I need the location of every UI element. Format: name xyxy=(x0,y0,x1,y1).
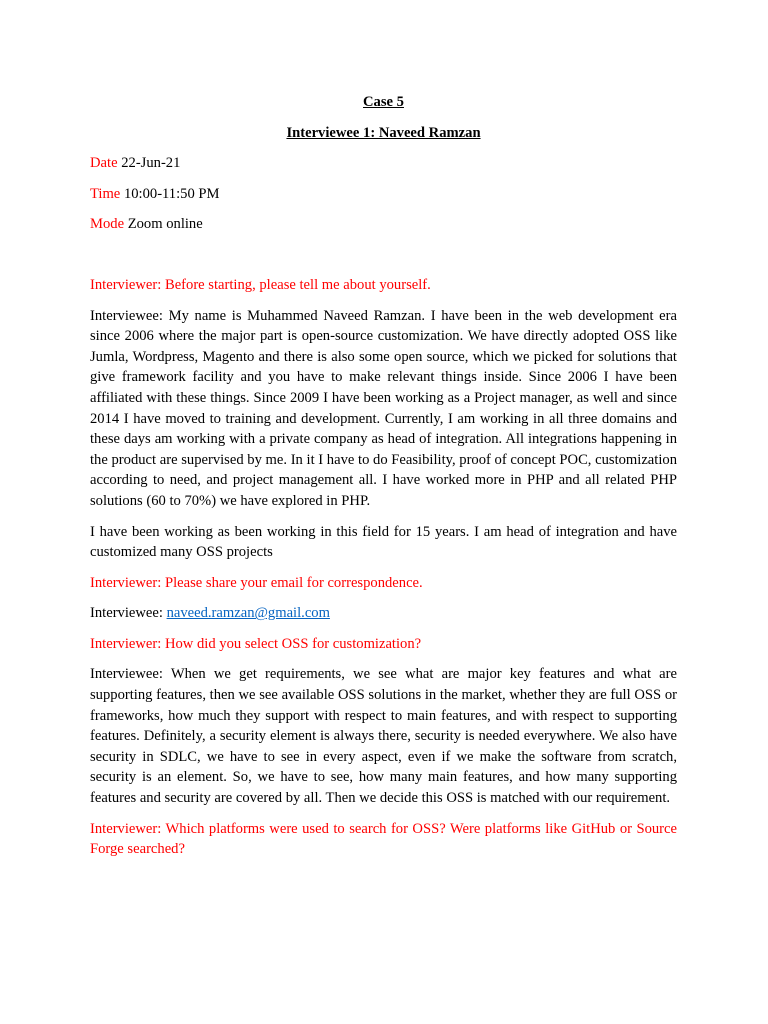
date-value: 22-Jun-21 xyxy=(121,155,181,172)
mode-label: Mode xyxy=(90,216,125,233)
mode-line xyxy=(90,214,677,235)
answer-2-label: Interviewee: xyxy=(90,605,167,622)
email-link[interactable]: naveed.ramzan@gmail.com xyxy=(166,605,330,622)
interviewer-question-1: Interviewer: Before starting, please tell me about yourself. xyxy=(90,276,431,293)
interviewer-question-2: Interviewer: Please share your email for correspondence. xyxy=(90,574,423,591)
interviewer-question-3: Interviewer: How did you select OSS for customization? xyxy=(90,635,422,652)
mode-value: Zoom online xyxy=(127,216,203,233)
interviewee-answer-3: Interviewee: When we get requirements, we see what are major key features and what are supporting features, then we see available OSS solutions in the market, whether they are full OSS or frameworks, how much they support with respect to main features, and with respect to supporting features. Definitely, a security element is always there, security is needed everywhere. We also have security in SDLC, we have to see in every aspect, even if we make the software from scratch, security is an element. So, we have to see, how many main features, and how many supporting features and security are covered by all. Then we decide this OSS is matched with our requirement. xyxy=(90,666,677,807)
interviewee-answer-1b: I have been working as been working in this field for 15 years. I am head of integration and have customized many OSS projects xyxy=(90,523,677,561)
interviewee-answer-1: Interviewee: My name is Muhammed Naveed Ramzan. I have been in the web development era since 2006 where the major part is open-source customization. We have directly adopted OSS like Jumla, Wordpress, Magento and there is also some open source, which we picked for solutions that give framework facility and you have to make relevant things inside. Since 2006 I have been affiliated with these things. Since 2009 I have been working as a Project manager, as well and since 2014 I have moved to training and development. Currently, I am working in all three domains and these days am working with a private company as head of integration. All integrations happening in the product are supervised by me. In it I have to do Feasibility, proof of concept POC, customization according to need, and project management all. I have worked more in PHP and all related PHP solutions (60 to 70%) we have explored in PHP. xyxy=(90,307,677,509)
interviewee-title: Interviewee 1: Naveed Ramzan xyxy=(286,124,481,141)
date-line xyxy=(90,153,677,174)
time-line xyxy=(90,184,677,205)
time-label: Time xyxy=(90,185,121,202)
interviewer-question-4: Interviewer: Which platforms were used to search for OSS? Were platforms like GitHub or Source Forge searched? xyxy=(90,820,677,858)
case-title: Case 5 xyxy=(363,94,404,110)
date-label: Date xyxy=(90,155,118,172)
spacer xyxy=(90,245,677,275)
interviewee-answer-2 xyxy=(90,603,677,624)
document-page xyxy=(90,92,677,870)
time-value: 10:00-11:50 PM xyxy=(123,185,220,202)
